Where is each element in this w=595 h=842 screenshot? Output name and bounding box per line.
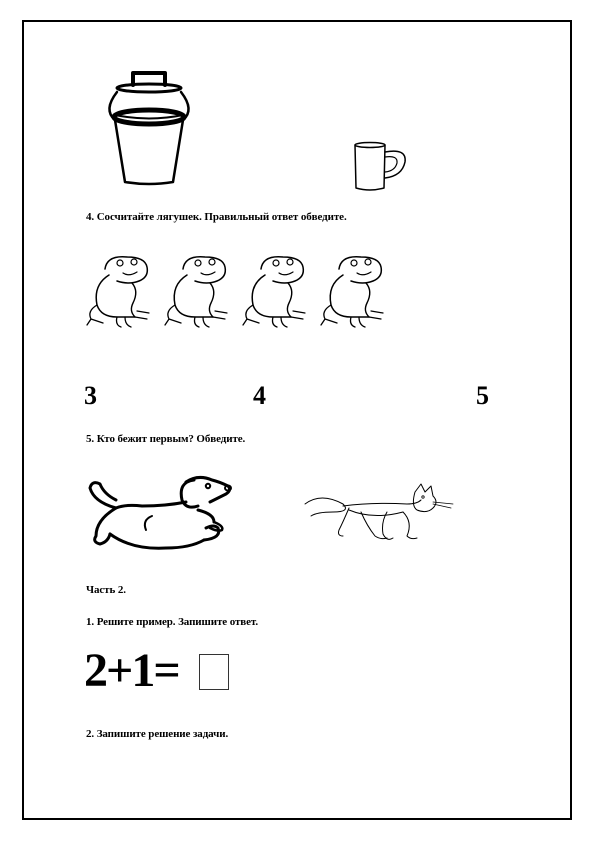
bucket-image bbox=[105, 70, 195, 190]
task-count-frogs: 4. Сосчитайте лягушек. Правильный ответ обведите. bbox=[86, 211, 347, 223]
part-two-heading: Часть 2. bbox=[86, 584, 126, 596]
dog-image[interactable] bbox=[86, 470, 236, 565]
answer-box[interactable] bbox=[199, 654, 229, 690]
answer-option-five[interactable]: 5 bbox=[476, 381, 489, 410]
task-write-solution: 2. Запишите решение задачи. bbox=[86, 728, 229, 740]
mug-image bbox=[352, 140, 412, 195]
task-solve-example: 1. Решите пример. Запишите ответ. bbox=[86, 616, 259, 628]
equation: 2+1= bbox=[84, 644, 179, 697]
answer-option-three[interactable]: 3 bbox=[84, 381, 97, 410]
task-who-runs-first: 5. Кто бежит первым? Обведите. bbox=[86, 433, 246, 445]
cat-image[interactable] bbox=[303, 482, 468, 552]
answer-option-four[interactable]: 4 bbox=[253, 381, 266, 410]
frogs-image bbox=[87, 247, 397, 332]
